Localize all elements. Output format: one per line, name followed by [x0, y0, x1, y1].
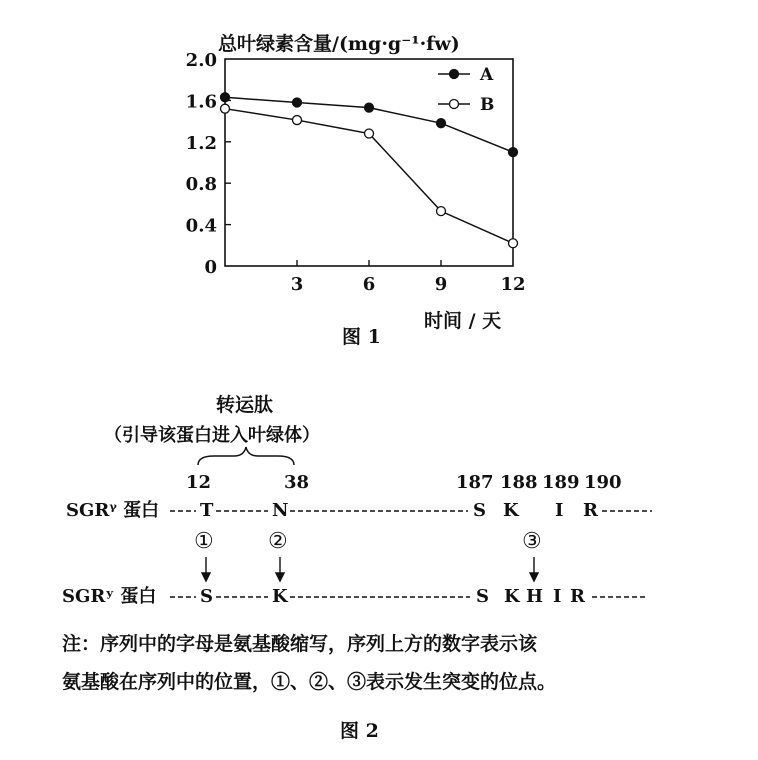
position-189: 189 — [542, 472, 580, 493]
figure1-caption: 图 1 — [342, 326, 381, 348]
y-tick-label: 1.2 — [185, 132, 217, 154]
series-a-point — [293, 98, 302, 107]
mutation-arrows — [202, 557, 538, 581]
position-190: 190 — [584, 472, 622, 493]
position-187: 187 — [456, 472, 494, 493]
note-line-1: 注：序列中的字母是氨基酸缩写，序列上方的数字表示该 — [62, 633, 538, 655]
x-tick-label: 12 — [500, 274, 526, 295]
transit-brace — [198, 447, 294, 465]
note-line-2: 氨基酸在序列中的位置，①、②、③表示发生突变的位点。 — [62, 671, 557, 693]
residue-i2: I — [553, 586, 562, 607]
residue-k2: K — [504, 586, 520, 607]
arrow-3-head — [530, 573, 538, 581]
residue-k: K — [503, 500, 519, 521]
x-tick-label: 6 — [362, 274, 376, 295]
series-b-point — [365, 129, 374, 138]
x-axis-label: 时间 / 天 — [424, 310, 502, 332]
y-tick-label: 0.4 — [185, 215, 217, 237]
site-3: ③ — [522, 529, 542, 554]
series-b-point — [509, 239, 518, 248]
y-tick-label: 1.6 — [185, 91, 217, 113]
position-38: 38 — [284, 472, 310, 493]
site-1: ① — [194, 529, 214, 554]
line-chart — [186, 32, 526, 332]
series-b-point — [437, 207, 446, 216]
legend-a-marker — [450, 70, 459, 79]
figure2-caption: 图 2 — [340, 720, 379, 742]
residue-i: I — [555, 500, 564, 521]
sgr-bottom-label: SGRʸ 蛋白 — [62, 586, 157, 607]
series-b-point — [293, 116, 302, 125]
site-2: ② — [268, 529, 288, 554]
series-b-point — [221, 104, 230, 113]
residue-r: R — [583, 500, 598, 521]
arrow-2-head — [276, 573, 284, 581]
series-lines — [221, 93, 518, 248]
legend-a-label: A — [480, 65, 494, 85]
transit-peptide-title: 转运肽 — [216, 394, 274, 416]
position-188: 188 — [500, 472, 538, 493]
series-a-point — [437, 119, 446, 128]
residue-k-mut: K — [272, 586, 288, 607]
y-tick-label: 0.8 — [185, 174, 217, 196]
arrow-1-head — [202, 573, 210, 581]
x-tick-label: 9 — [434, 274, 448, 295]
residue-r2: R — [570, 586, 585, 607]
sequence-diagram — [62, 393, 652, 693]
residue-s2: S — [476, 586, 489, 607]
legend-b-label: B — [480, 95, 495, 115]
y-tick-label: 0 — [204, 257, 217, 278]
y-tick-label: 2.0 — [185, 50, 217, 71]
residue-s-mut: S — [200, 586, 213, 607]
residue-t: T — [200, 500, 214, 521]
transit-peptide-subtitle: （引导该蛋白进入叶绿体） — [104, 425, 320, 446]
y-axis-label: 总叶绿素含量/(mg·g⁻¹·fw) — [218, 33, 460, 55]
legend-b-marker — [450, 100, 459, 109]
plot-frame — [225, 59, 513, 266]
residue-h: H — [526, 586, 544, 607]
sgr-top-label: SGRᵞ 蛋白 — [66, 500, 160, 521]
residue-n: N — [272, 500, 289, 521]
series-a-point — [509, 148, 518, 157]
series-a-point — [365, 103, 374, 112]
series-a-point — [221, 93, 230, 102]
position-12: 12 — [186, 472, 212, 493]
x-tick-label: 3 — [290, 274, 304, 295]
legend — [438, 65, 494, 115]
axis-ticks — [186, 50, 526, 295]
residue-s: S — [473, 500, 486, 521]
